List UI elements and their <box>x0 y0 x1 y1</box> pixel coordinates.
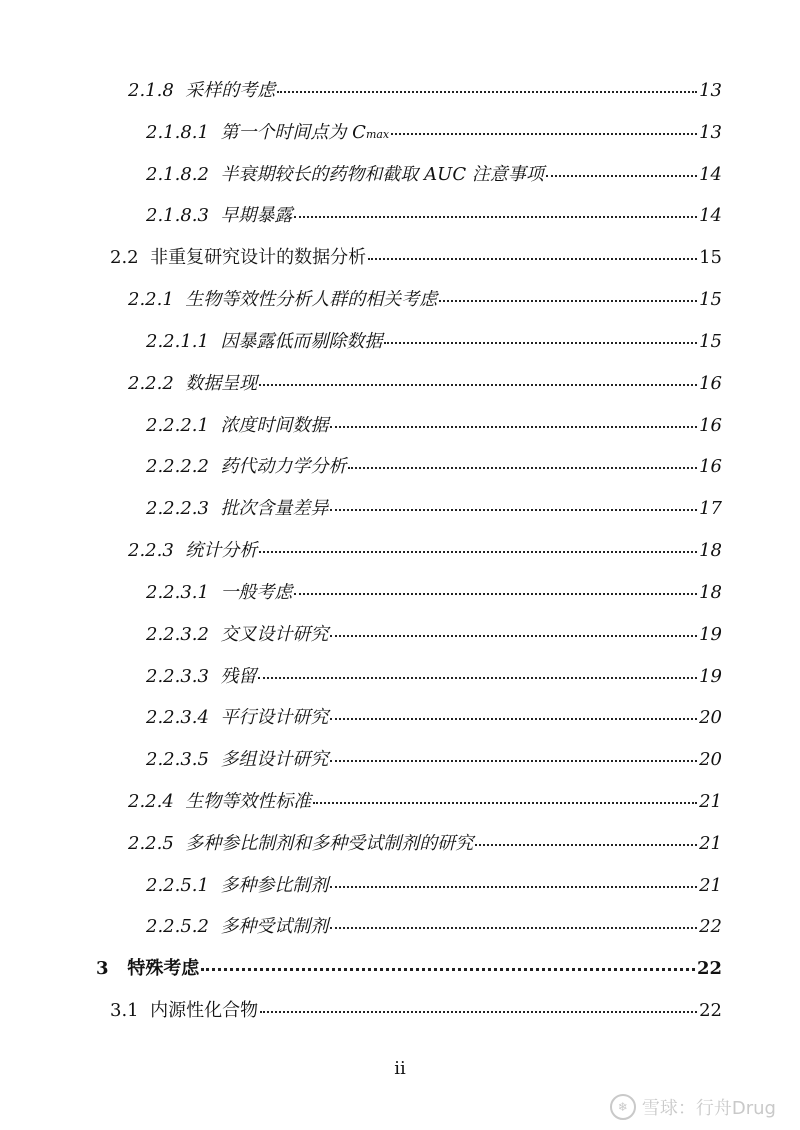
leader-dots <box>330 635 697 637</box>
toc-number: 2.2.3 <box>128 540 174 561</box>
toc-number: 2.2.3.5 <box>146 749 209 770</box>
toc-title: 生物等效性标准 <box>185 791 312 812</box>
toc-title: 数据呈现 <box>185 373 258 394</box>
toc-page: 22 <box>696 958 722 979</box>
toc-title: 内源性化合物 <box>150 1000 259 1021</box>
toc-title: 生物等效性分析人群的相关考虑 <box>185 289 438 310</box>
leader-dots <box>330 886 697 888</box>
toc-page: 16 <box>699 373 722 394</box>
leader-dots <box>439 300 697 302</box>
leader-dots <box>330 509 697 511</box>
toc-title: 多种参比制剂和多种受试制剂的研究 <box>185 833 474 854</box>
leader-dots <box>546 175 697 177</box>
watermark-text: 雪球：行舟Drug <box>641 1098 776 1119</box>
toc-title: 特殊考虑 <box>127 958 200 979</box>
toc-entry[interactable] <box>128 369 722 399</box>
leader-dots <box>368 258 697 260</box>
toc-entry[interactable] <box>146 201 722 231</box>
toc-number: 2.2.2 <box>128 373 174 394</box>
toc-number: 2.1.8.2 <box>146 164 209 185</box>
toc-title: 残留 <box>220 666 257 687</box>
toc-number: 2.2.2.3 <box>146 498 209 519</box>
toc-title: 多种受试制剂 <box>220 916 329 937</box>
leader-dots <box>330 426 697 428</box>
toc-number: 2.1.8.1 <box>146 122 209 143</box>
toc-entry[interactable] <box>146 578 722 608</box>
toc-entry[interactable] <box>146 494 722 524</box>
toc-page: 20 <box>699 707 722 728</box>
leader-dots <box>384 342 697 344</box>
toc-entry[interactable] <box>128 285 722 315</box>
toc-page: 21 <box>699 875 722 896</box>
toc-entry[interactable] <box>128 787 722 817</box>
leader-dots <box>259 384 697 386</box>
toc-page: 18 <box>699 582 722 603</box>
toc-number: 2.1.8 <box>128 80 174 101</box>
toc-number: 2.2.3.1 <box>146 582 209 603</box>
toc-title: 半衰期较长的药物和截取 AUC 注意事项 <box>220 164 544 185</box>
toc-title: 第一个时间点为 C <box>220 122 366 143</box>
toc-page: 19 <box>699 624 722 645</box>
toc-page: 15 <box>699 247 722 268</box>
toc-title: 因暴露低而剔除数据 <box>220 331 383 352</box>
toc-entry[interactable] <box>146 160 722 190</box>
toc-entry[interactable] <box>146 912 722 942</box>
toc-title: 多种参比制剂 <box>220 875 329 896</box>
leader-dots <box>313 802 697 804</box>
toc-number: 2.2.5.1 <box>146 875 209 896</box>
toc-entry[interactable] <box>146 118 722 148</box>
toc-entry[interactable] <box>146 411 722 441</box>
leader-dots <box>294 216 697 218</box>
toc-number: 2.2.2.2 <box>146 456 209 477</box>
leader-dots <box>201 968 695 971</box>
toc-title: 平行设计研究 <box>220 707 329 728</box>
toc-title: 多组设计研究 <box>220 749 329 770</box>
toc-title: 早期暴露 <box>220 205 293 226</box>
toc-subscript: max <box>365 128 390 141</box>
toc-page: 18 <box>699 540 722 561</box>
leader-dots <box>330 718 697 720</box>
toc-page: 13 <box>699 122 722 143</box>
toc-title: 非重复研究设计的数据分析 <box>150 247 367 268</box>
toc-page: 19 <box>699 666 722 687</box>
toc-number: 2.1.8.3 <box>146 205 209 226</box>
toc-entry[interactable] <box>128 536 722 566</box>
toc-title: 交叉设计研究 <box>220 624 329 645</box>
toc-title: 统计分析 <box>185 540 258 561</box>
toc-number: 2.2.3.3 <box>146 666 209 687</box>
toc-title: 一般考虑 <box>220 582 293 603</box>
toc-page: 13 <box>699 80 722 101</box>
toc-page: 15 <box>699 331 722 352</box>
xueqiu-logo-icon: ❄ <box>610 1094 636 1120</box>
leader-dots <box>258 677 697 679</box>
toc-page: 21 <box>699 791 722 812</box>
toc-page: 14 <box>699 164 722 185</box>
toc-entry[interactable] <box>146 703 722 733</box>
toc-number: 2.2.4 <box>128 791 174 812</box>
page-number: ii <box>394 1058 406 1079</box>
leader-dots <box>475 844 697 846</box>
toc-page: 16 <box>699 415 722 436</box>
toc-page: 22 <box>699 1000 722 1021</box>
leader-dots <box>330 927 697 929</box>
leader-dots <box>277 91 697 93</box>
toc-entry[interactable] <box>146 662 722 692</box>
watermark <box>610 1094 776 1120</box>
toc-number: 2.2.5.2 <box>146 916 209 937</box>
toc-page: 14 <box>699 205 722 226</box>
toc-title: 采样的考虑 <box>185 80 276 101</box>
toc-entry[interactable] <box>110 243 722 273</box>
leader-dots <box>294 593 697 595</box>
toc-title: 药代动力学分析 <box>220 456 347 477</box>
toc-entry[interactable] <box>96 954 722 984</box>
toc-entry[interactable] <box>110 996 722 1026</box>
toc-title: 批次含量差异 <box>220 498 329 519</box>
toc-page: 21 <box>699 833 722 854</box>
leader-dots <box>260 1011 697 1013</box>
toc-page: 22 <box>699 916 722 937</box>
toc-number: 2.2 <box>110 247 139 268</box>
leader-dots <box>348 467 697 469</box>
toc-number: 3 <box>96 958 109 979</box>
toc-number: 2.2.3.4 <box>146 707 209 728</box>
toc-entry[interactable] <box>128 829 722 859</box>
toc-entry[interactable] <box>146 871 722 901</box>
toc-number: 2.2.3.2 <box>146 624 209 645</box>
toc-page: 15 <box>699 289 722 310</box>
toc-number: 2.2.5 <box>128 833 174 854</box>
leader-dots <box>259 551 697 553</box>
toc-entry[interactable] <box>146 327 722 357</box>
toc-entry[interactable] <box>146 452 722 482</box>
toc-number: 2.2.2.1 <box>146 415 209 436</box>
leader-dots <box>391 133 697 135</box>
toc-number: 2.2.1 <box>128 289 174 310</box>
toc-title: 浓度时间数据 <box>220 415 329 436</box>
toc-page: 16 <box>699 456 722 477</box>
toc-page: 20 <box>699 749 722 770</box>
toc-entry[interactable] <box>146 620 722 650</box>
toc-number: 2.2.1.1 <box>146 331 209 352</box>
toc-page: 17 <box>699 498 722 519</box>
toc-entry[interactable] <box>128 76 722 106</box>
toc-entry[interactable] <box>146 745 722 775</box>
toc-number: 3.1 <box>110 1000 139 1021</box>
leader-dots <box>330 760 697 762</box>
